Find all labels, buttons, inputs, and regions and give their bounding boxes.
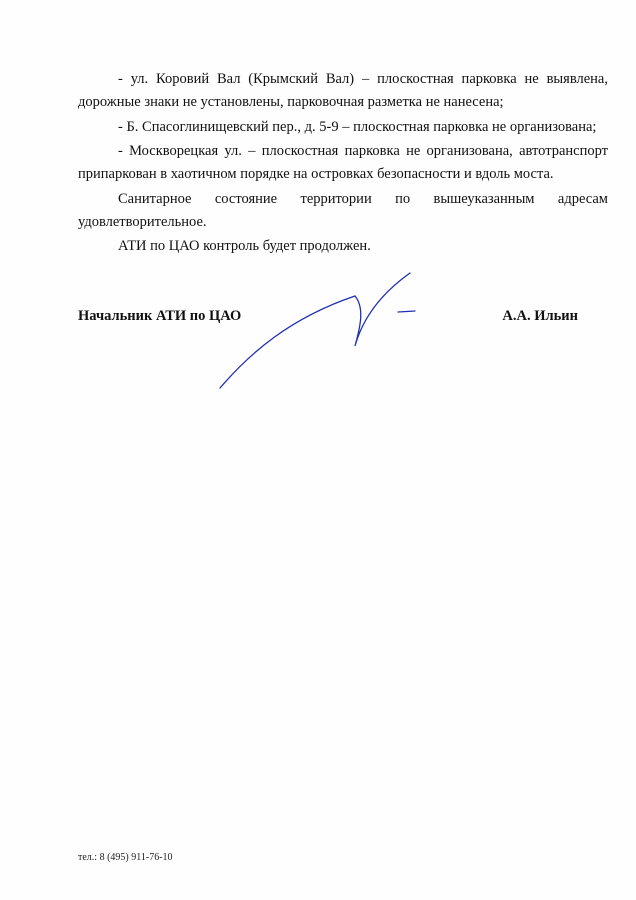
paragraph-line: АТИ по ЦАО контроль будет продолжен. [118, 238, 371, 254]
paragraph-moskvoretskaya [78, 140, 608, 186]
paragraph-line: дорожные знаки не установлены, парковочная разметка не нанесена; [78, 94, 504, 110]
paragraph-line: - Москворецкая ул. – плоскостная парковка не организована, автотранспорт [118, 143, 608, 159]
paragraph-line: удовлетворительное. [78, 214, 207, 230]
paragraph-spasoglinishchevsky [78, 116, 608, 139]
handwritten-signature [210, 268, 420, 393]
paragraph-line: припаркован в хаотичном порядке на островках безопасности и вдоль моста. [78, 166, 554, 182]
paragraph-line: - ул. Коровий Вал (Крымский Вал) – плоскостная парковка не выявлена, [118, 71, 608, 87]
paragraph-line: Санитарное состояние территории по вышеуказанным адресам [118, 191, 608, 207]
paragraph-koroviy-val [78, 68, 608, 114]
paragraph-control-continues [78, 235, 608, 258]
footer-phone: тел.: 8 (495) 911-76-10 [78, 852, 173, 863]
signatory-title: Начальник АТИ по ЦАО [78, 308, 242, 324]
paragraph-line: - Б. Спасоглинищевский пер., д. 5-9 – плоскостная парковка не организована; [118, 119, 597, 135]
signatory-name: А.А. Ильин [502, 308, 578, 324]
paragraph-sanitary-state [78, 188, 608, 234]
